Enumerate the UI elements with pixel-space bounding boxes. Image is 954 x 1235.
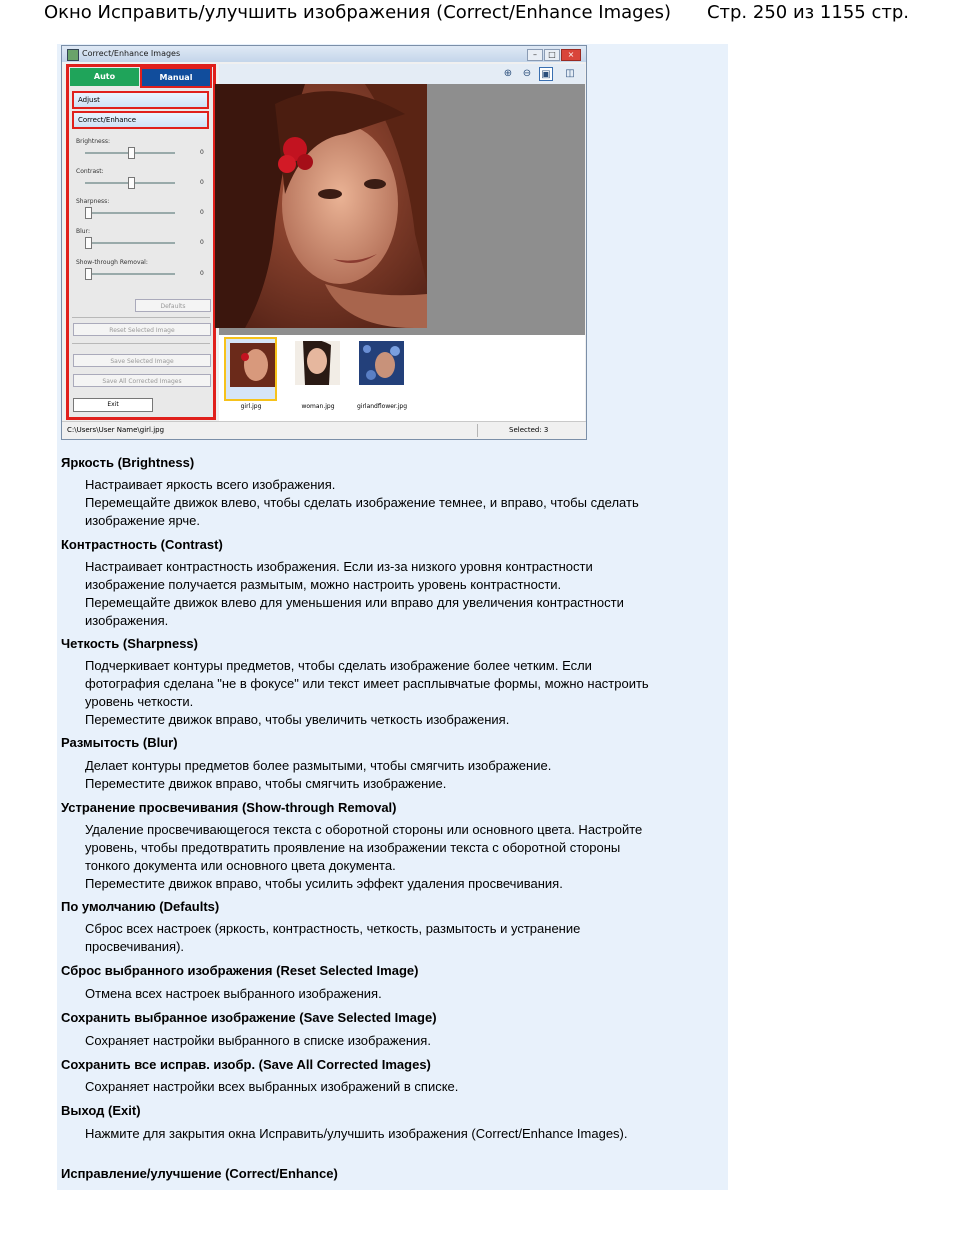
adjust-button[interactable]: Adjust — [72, 91, 209, 109]
separator — [72, 317, 210, 318]
thumbnail-girl[interactable] — [224, 337, 277, 401]
brightness-value: 0 — [200, 149, 204, 156]
correct-enhance-window-screenshot — [61, 45, 587, 440]
exit-button[interactable]: Exit — [73, 398, 153, 412]
status-path: C:\Users\User Name\girl.jpg — [67, 426, 165, 434]
desc-reset-selected: Отмена всех настроек выбранного изображения. — [85, 986, 382, 1001]
term-defaults: По умолчанию (Defaults) — [61, 899, 220, 914]
status-divider — [477, 424, 478, 437]
term-save-all: Сохранить все исправ. изобр. (Save All Corrected Images) — [61, 1057, 431, 1072]
thumbnail-label: girlandflower.jpg — [356, 403, 408, 410]
brightness-slider-thumb[interactable] — [128, 147, 135, 159]
tab-manual[interactable]: Manual — [140, 67, 212, 88]
desc-sharpness: Подчеркивает контуры предметов, чтобы сделать изображение более четким. Если фотография сделана "не в фокусе" или текст имеет расплывчатые формы, можно настроить уровень четкости. Переместите движок вправо, чтобы увеличить четкость изображения. — [85, 658, 649, 727]
thumbnail-girlandflower[interactable] — [355, 337, 408, 401]
term-blur: Размытость (Blur) — [61, 735, 178, 750]
app-icon — [67, 49, 79, 61]
control-panel — [66, 64, 216, 420]
show-through-slider-track — [85, 273, 175, 275]
thumbnail-woman-image — [295, 341, 340, 385]
desc-save-selected: Сохраняет настройки выбранного в списке изображения. — [85, 1033, 431, 1048]
save-selected-image-button[interactable]: Save Selected Image — [73, 354, 211, 367]
desc-contrast: Настраивает контрастность изображения. Если из-за низкого уровня контрастности изображение получается размытым, можно настроить уровень контрастности. Перемещайте движок влево для уменьшения или вправо для увеличения контрастности изображения. — [85, 559, 624, 628]
sharpness-label: Sharpness: — [76, 198, 110, 205]
reset-selected-image-button[interactable]: Reset Selected Image — [73, 323, 211, 336]
term-brightness: Яркость (Brightness) — [61, 455, 195, 470]
desc-brightness: Настраивает яркость всего изображения. Перемещайте движок влево, чтобы сделать изображение темнее, и вправо, чтобы сделать изображение ярче. — [85, 477, 639, 528]
preview-toolbar — [219, 64, 585, 84]
single-view-icon[interactable]: ▣ — [539, 67, 553, 81]
contrast-slider-thumb[interactable] — [128, 177, 135, 189]
maximize-icon[interactable]: □ — [544, 49, 560, 61]
blur-slider-thumb[interactable] — [85, 237, 92, 249]
blur-label: Blur: — [76, 228, 90, 235]
window-title: Correct/Enhance Images — [82, 49, 181, 58]
compare-view-icon[interactable]: ◫ — [565, 68, 575, 79]
term-reset-selected: Сброс выбранного изображения (Reset Selected Image) — [61, 963, 419, 978]
defaults-button[interactable]: Defaults — [135, 299, 211, 312]
brightness-label: Brightness: — [76, 138, 110, 145]
blur-value: 0 — [200, 239, 204, 246]
term-show-through: Устранение просвечивания (Show-through Removal) — [61, 800, 397, 815]
content-area — [57, 44, 728, 1190]
term-exit: Выход (Exit) — [61, 1103, 141, 1118]
separator — [72, 343, 210, 344]
thumbnail-girlandflower-image — [359, 341, 404, 385]
show-through-value: 0 — [200, 270, 204, 277]
minimize-icon[interactable]: – — [527, 49, 543, 61]
sharpness-slider-track — [85, 212, 175, 214]
blur-slider-track — [85, 242, 175, 244]
status-selected-count: Selected: 3 — [509, 426, 549, 434]
desc-save-all: Сохраняет настройки всех выбранных изображений в списке. — [85, 1079, 459, 1094]
thumbnail-label: girl.jpg — [240, 403, 262, 410]
thumbnail-strip — [219, 335, 585, 421]
correct-enhance-button[interactable]: Correct/Enhance — [72, 111, 209, 129]
show-through-slider-thumb[interactable] — [85, 268, 92, 280]
sharpness-slider-thumb[interactable] — [85, 207, 92, 219]
zoom-out-icon[interactable]: ⊖ — [522, 68, 532, 79]
section-heading-correct-enhance: Исправление/улучшение (Correct/Enhance) — [61, 1166, 338, 1181]
desc-blur: Делает контуры предметов более размытыми, чтобы смягчить изображение. Переместите движок вправо, чтобы смягчить изображение. — [85, 758, 552, 791]
contrast-label: Contrast: — [76, 168, 104, 175]
zoom-in-icon[interactable]: ⊕ — [503, 68, 513, 79]
window-titlebar — [62, 46, 586, 62]
page-header — [0, 0, 954, 30]
desc-show-through: Удаление просвечивающегося текста с оборотной стороны или основного цвета. Настройте уровень, чтобы предотвратить проявление на изображении текста с оборотной стороны тонкого документа или основного цвета документа. Переместите движок вправо, чтобы усилить эффект удаления просвечивания. — [85, 822, 643, 891]
preview-photo — [215, 84, 427, 328]
thumbnail-woman[interactable] — [291, 337, 344, 401]
term-sharpness: Четкость (Sharpness) — [61, 636, 198, 651]
close-icon[interactable]: × — [561, 49, 581, 61]
save-all-corrected-images-button[interactable]: Save All Corrected Images — [73, 374, 211, 387]
desc-exit: Нажмите для закрытия окна Исправить/улучшить изображения (Correct/Enhance Images). — [85, 1126, 628, 1141]
status-bar — [62, 421, 586, 439]
show-through-label: Show-through Removal: — [76, 259, 148, 266]
term-contrast: Контрастность (Contrast) — [61, 537, 223, 552]
tab-auto[interactable]: Auto — [70, 68, 139, 86]
thumbnail-girl-image — [230, 343, 275, 387]
contrast-value: 0 — [200, 179, 204, 186]
sharpness-value: 0 — [200, 209, 204, 216]
page-title: Окно Исправить/улучшить изображения (Correct/Enhance Images) — [44, 2, 672, 23]
desc-defaults: Сброс всех настроек (яркость, контрастность, четкость, размытость и устранение просвечивания). — [85, 921, 581, 954]
term-save-selected: Сохранить выбранное изображение (Save Selected Image) — [61, 1010, 437, 1025]
page-counter: Стр. 250 из 1155 стр. — [706, 2, 909, 23]
thumbnail-label: woman.jpg — [301, 403, 335, 410]
